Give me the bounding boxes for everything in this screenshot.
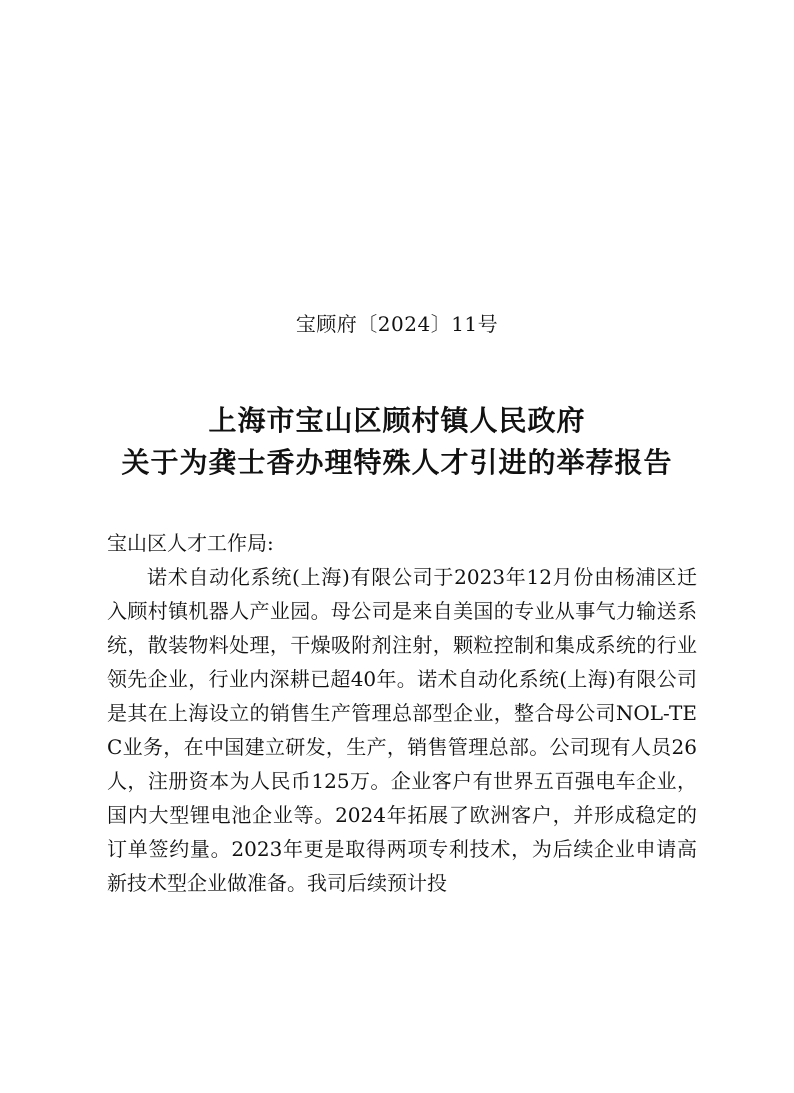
document-title xyxy=(0,400,794,484)
title-line-1: 上海市宝山区顾村镇人民政府 xyxy=(208,404,586,437)
title-line-2: 关于为龚士香办理特殊人才引进的举荐报告 xyxy=(121,446,673,479)
body-paragraph: 诺术自动化系统(上海)有限公司于2023年12月份由杨浦区迁入顾村镇机器人产业园。母公司是来自美国的专业从事气力输送系统，散装物料处理，干燥吸附剂注射，颗粒控制和集成系统的行业领先企业，行业内深耕已超40年。诺术自动化系统(上海)有限公司是其在上海设立的销售生产管理总部型企业，整合母公司NOL-TEC业务，在中国建立研发，生产，销售管理总部。公司现有人员26人，注册资本为人民币125万。企业客户有世界五百强电车企业，国内大型锂电池企业等。2024年拓展了欧洲客户，并形成稳定的订单签约量。2023年更是取得两项专利技术，为后续企业申请高新技术型企业做准备。我司后续预计投 xyxy=(107,565,697,895)
document-body xyxy=(107,526,697,900)
salutation: 宝山区人才工作局: xyxy=(107,531,274,555)
document-number: 宝顾府〔2024〕11号 xyxy=(295,312,499,336)
